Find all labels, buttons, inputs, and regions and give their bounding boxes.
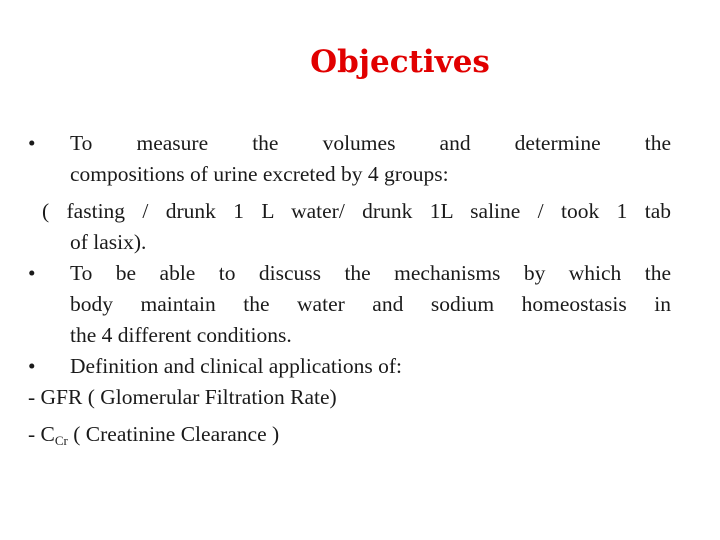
dash-item-ccr [28, 419, 671, 450]
groups-line-1: ( fasting / drunk 1 L water/ drunk 1L saline / took 1 tab [42, 199, 671, 223]
dash-line-text: - GFR ( Glomerular Filtration Rate) [28, 385, 337, 409]
ccr-subscript: Cr [54, 433, 68, 448]
bullet-marker: • [28, 131, 36, 155]
bullet-text [28, 258, 671, 351]
bullet-first-line: To measure the volumes and determine the [70, 131, 671, 155]
bullet-first-line: Definition and clinical applications of: [70, 354, 402, 378]
bullet-marker: • [28, 261, 36, 285]
bullet-second-line: body maintain the water and sodium homeostasis in [70, 292, 671, 316]
bullet-item [28, 351, 671, 382]
bullet-third-line: the 4 different conditions. [70, 323, 292, 347]
bullet-text [28, 128, 671, 190]
bullet-item [28, 258, 671, 351]
ccr-prefix: - C [28, 422, 55, 446]
slide-body [28, 128, 671, 450]
groups-text [28, 196, 671, 258]
bullet-first-line: To be able to discuss the mechanisms by which the [70, 261, 671, 285]
slide-title: Objectives [310, 44, 490, 80]
bullet-rest: compositions of urine excreted by 4 groups: [70, 162, 449, 186]
dash-line-text [28, 419, 671, 450]
groups-line-2: of lasix). [70, 230, 147, 254]
bullet-text [28, 351, 671, 382]
bullet-marker: • [28, 354, 36, 378]
bullet-item [28, 128, 671, 190]
dash-item-gfr [28, 382, 671, 413]
ccr-suffix: ( Creatinine Clearance ) [67, 422, 280, 446]
